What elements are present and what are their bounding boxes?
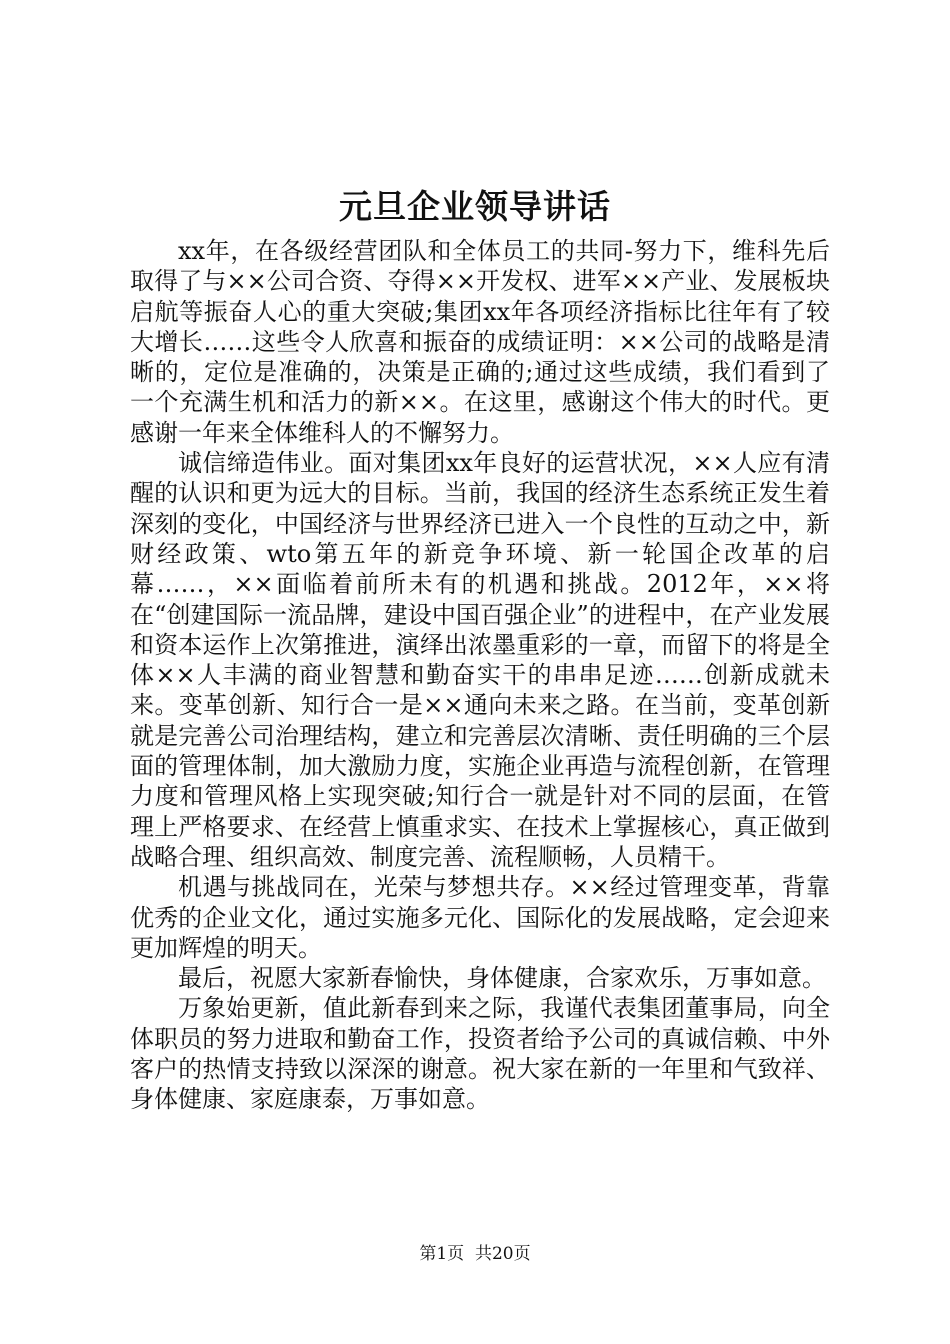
paragraph-3: 机遇与挑战同在，光荣与梦想共存。××经过管理变革，背靠优秀的企业文化，通过实施多元化、国际化的发展战略，定会迎来更加辉煌的明天。 <box>130 873 830 962</box>
page-number-label: 第1页 共20页 <box>419 1244 531 1264</box>
page-footer <box>0 1242 950 1266</box>
paragraph-2: 诚信缔造伟业。面对集团xx年良好的运营状况，××人应有清醒的认识和更为远大的目标。当前，我国的经济生态系统正发生着深刻的变化，中国经济与世界经济已进入一个良性的互动之中，新财经政策、wto第五年的新竞争环境、新一轮国企改革的启幕……，××面临着前所未有的机遇和挑战。2012年，××将在“创建国际一流品牌，建设中国百强企业”的进程中，在产业发展和资本运作上次第推进，演绎出浓墨重彩的一章，而留下的将是全体××人丰满的商业智慧和勤奋实干的串串足迹……创新成就未来。变革创新、知行合一是××通向未来之路。在当前，变革创新就是完善公司治理结构，建立和完善层次清晰、责任明确的三个层面的管理体制，加大激励力度，实施企业再造与流程创新，在管理力度和管理风格上实现突破;知行合一就是针对不同的层面，在管理上严格要求、在经营上慎重求实、在技术上掌握核心，真正做到战略合理、组织高效、制度完善、流程顺畅，人员精干。 <box>130 449 830 871</box>
paragraph-5: 万象始更新，值此新春到来之际，我谨代表集团董事局，向全体职员的努力进取和勤奋工作，投资者给予公司的真诚信赖、中外客户的热情支持致以深深的谢意。祝大家在新的一年里和气致祥、身体健康、家庭康泰，万事如意。 <box>130 994 830 1114</box>
document-body <box>130 236 830 1115</box>
document-title: 元旦企业领导讲话 <box>339 187 611 226</box>
paragraph-4: 最后，祝愿大家新春愉快，身体健康，合家欢乐，万事如意。 <box>178 964 826 993</box>
paragraph-1: xx年，在各级经营团队和全体员工的共同-努力下，维科先后取得了与××公司合资、夺得××开发权、进军××产业、发展板块启航等振奋人心的重大突破;集团xx年各项经济指标比往年有了较大增长……这些令人欣喜和振奋的成绩证明：××公司的战略是清晰的，定位是准确的，决策是正确的;通过这些成绩，我们看到了一个充满生机和活力的新××。在这里，感谢这个伟大的时代。更感谢一年来全体维科人的不懈努力。 <box>130 237 830 447</box>
